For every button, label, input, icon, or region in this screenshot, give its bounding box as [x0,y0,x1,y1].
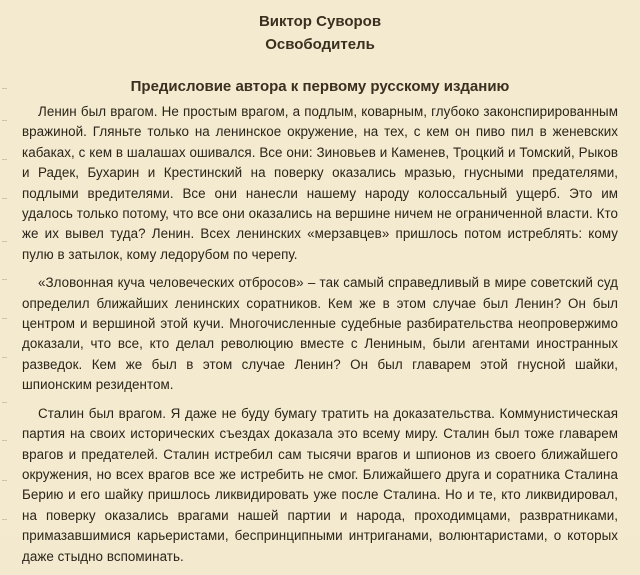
document-content [22,12,618,575]
paragraph-2: «Зловонная куча человеческих отбросов» – так самый справедливый в мире советский суд определил ближайших ленинских соратников. Кем же в этом случае был Ленин? Он был центром и вершиной этой кучи. Многочисленные судебные разбирательства неопровержимо доказали, что все, кто делал революцию вместе с Лениным, были агентами иностранных разведок. Кем же был в этом случае Ленин? Он был главарем этой гнусной шайки, шпионским резидентом. [22,275,618,393]
edge-tick [2,519,7,520]
edge-tick [2,241,7,242]
edge-tick [2,120,7,121]
author-name: Виктор Суворов [258,13,382,30]
section-title: Предисловие автора к первому русскому изданию [130,78,510,95]
paragraph-3: Сталин был врагом. Я даже не буду бумагу тратить на доказательства. Коммунистическая партия на своих исторических съездах доказала это всему миру. Сталин был тоже главарем врагов и предателей. Сталин истребил сам тысячи врагов и шпионов из своего ближайшего окружения, но всех врагов все же истребить не смог. Ближайшего друга и соратника Сталина Берию и его шайку пришлось ликвидировать уже после Сталина. Но и те, кто ликвидировал, на поверку оказались врагами нашей партии и народа, проходимцами, развратниками, примазавшимися карьеристами, беспринципными интриганами, волюнтаристами, о которых даже стыдно вспоминать. [22,405,618,564]
edge-tick [2,357,7,358]
edge-tick [2,318,7,319]
page-edge-ticks [0,0,10,537]
edge-tick [2,402,7,403]
edge-tick [2,279,7,280]
edge-tick [2,198,7,199]
edge-tick [2,480,7,481]
paragraph-1: Ленин был врагом. Не простым врагом, а подлым, коварным, глубоко законспирированным вражиной. Гляньте только на ленинское окружение, на тех, с кем он пиво пил в женевских кабаках, с кем в шалашах ошивался. Все они: Зиновьев и Каменев, Троцкий и Томский, Рыков и Радек, Бухарин и Крестинский на поверку оказались мразью, гнусными предателями, подлыми вредителями. Все они нанесли нашему народу колоссальный ущерб. Это им удалось только потому, что все они оказались на вершине ничем не ограниченной власти. Кто же их вывел туда? Ленин. Всех ленинских «мерзавцев» пришлось потом истреблять: кому пулю в затылок, кому ледорубом по черепу. [22,104,618,262]
edge-tick [2,159,7,160]
book-title: Освободитель [265,36,375,53]
edge-tick [2,88,7,89]
edge-tick [2,440,7,441]
